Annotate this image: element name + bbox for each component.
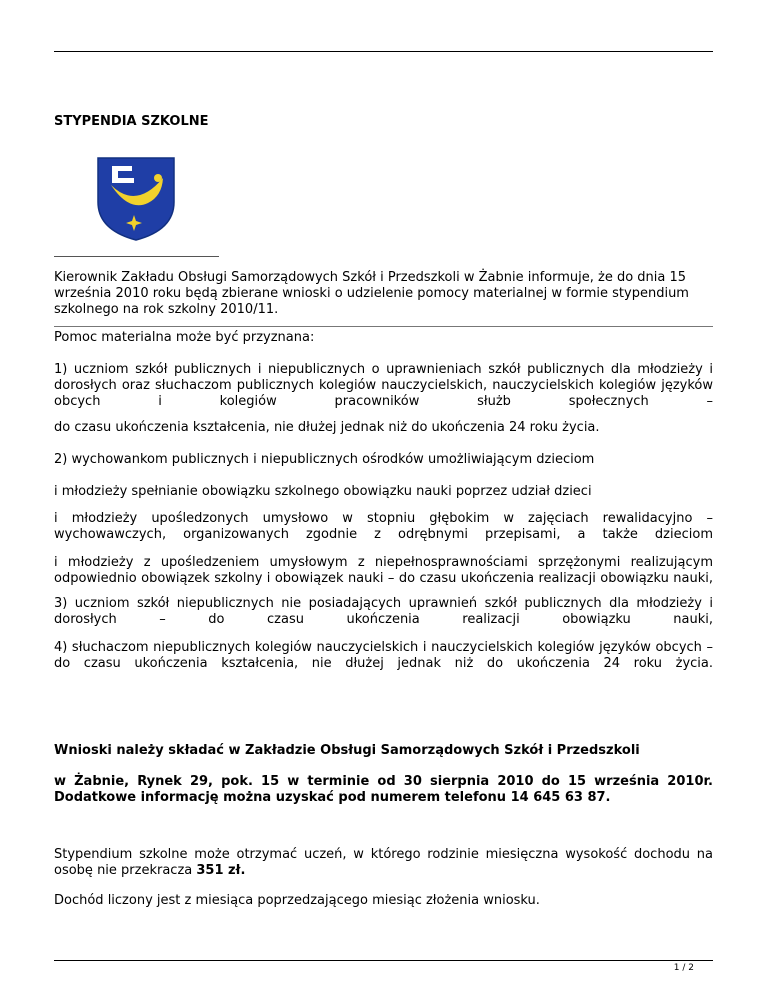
crest-underline [54, 256, 219, 257]
list-item-2-cont3: i młodzieży z upośledzeniem umysłowym z niepełnosprawnościami sprzężonymi realizującym odpowiednio obowiązek szkolny i obowiązek nauki – do czasu ukończenia realizacji obowiązku nauki, [54, 555, 713, 586]
apply-line-3: Dodatkowe informację można uzyskać pod numerem telefonu 14 645 63 87. [54, 790, 611, 805]
coat-of-arms-image [96, 156, 176, 242]
income-paragraph [54, 847, 713, 879]
list-item-4: 4) słuchaczom niepublicznych kolegiów nauczycielskich i nauczycielskich kolegiów języków obcych – do czasu ukończenia kształcenia, nie dłużej jednak niż do ukończenia 24 roku życia. [54, 640, 713, 671]
income-period: Dochód liczony jest z miesiąca poprzedzającego miesiąc złożenia wniosku. [54, 893, 540, 908]
section-rule [54, 326, 713, 327]
page-number: 1 / 2 [673, 963, 694, 973]
apply-line-1: Wnioski należy składać w Zakładzie Obsługi Samorządowych Szkół i Przedszkoli [54, 743, 640, 758]
aid-heading: Pomoc materialna może być przyznana: [54, 330, 315, 345]
apply-line-2: w Żabnie, Rynek 29, pok. 15 w terminie od 30 sierpnia 2010 do 15 września 2010r. [54, 774, 713, 789]
income-text: Stypendium szkolne może otrzymać uczeń, w którego rodzinie miesięczna wysokość dochodu na osobę nie przekracza [54, 847, 713, 878]
list-item-2: 2) wychowankom publicznych i niepublicznych ośrodków umożliwiającym dzieciom [54, 452, 595, 467]
intro-paragraph: Kierownik Zakładu Obsługi Samorządowych Szkół i Przedszkoli w Żabnie informuje, że do dnia 15 września 2010 roku będą zbierane wnioski o udzielenie pomocy materialnej w formie stypendium szkolnego na rok szkolny 2010/11. [54, 270, 689, 317]
list-item-2-cont1: i młodzieży spełnianie obowiązku szkolnego obowiązku nauki poprzez udział dzieci [54, 484, 592, 499]
income-amount: 351 zł. [196, 863, 246, 878]
header-rule [54, 51, 713, 52]
page-title: STYPENDIA SZKOLNE [54, 114, 209, 129]
list-item-3: 3) uczniom szkół niepublicznych nie posiadających uprawnień szkół publicznych dla młodzieży i dorosłych – do czasu ukończenia realizacji obowiązku nauki, [54, 596, 713, 627]
list-item-1: 1) uczniom szkół publicznych i niepublicznych o uprawnieniach szkół publicznych dla młodzieży i dorosłych oraz słuchaczom publicznych kolegiów nauczycielskich, nauczycielskich kolegiów języków obcych i kolegiów pracowników służb społecznych – [54, 362, 713, 409]
list-item-2-cont2: i młodzieży upośledzonych umysłowo w stopniu głębokim w zajęciach rewalidacyjno – wychowawczych, organizowanych zgodnie z odrębnymi przepisami, a także dzieciom [54, 511, 713, 542]
footer-rule [54, 960, 713, 961]
list-item-1-cont: do czasu ukończenia kształcenia, nie dłużej jednak niż do ukończenia 24 roku życia. [54, 420, 600, 435]
